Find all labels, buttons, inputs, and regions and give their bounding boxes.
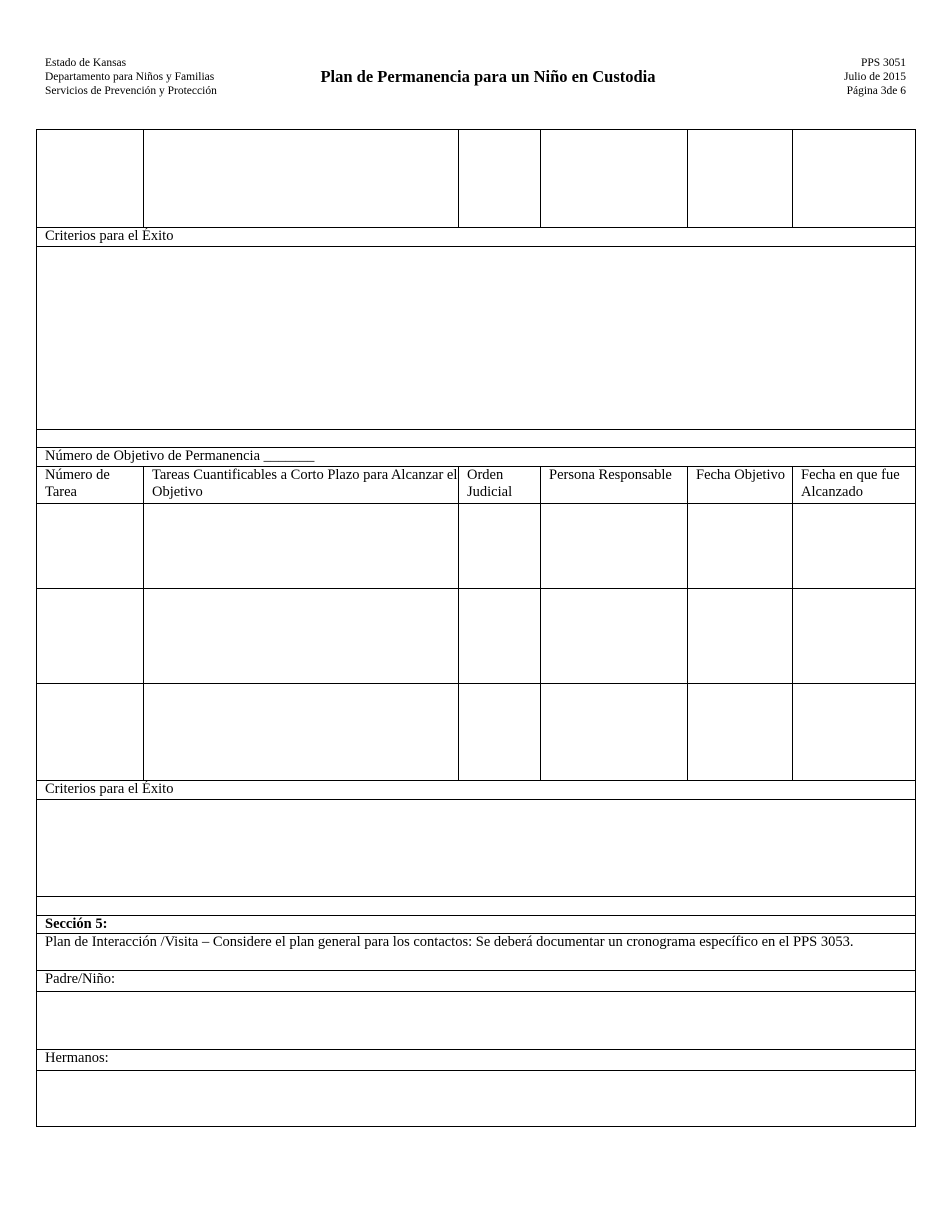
col-header-responsible: Persona Responsable — [541, 467, 688, 504]
col-header-achieved-date: Fecha en que fue Alcanzado — [793, 467, 916, 504]
task-description-cell[interactable] — [144, 684, 459, 781]
agency-info — [45, 56, 217, 98]
task-number-cell[interactable] — [37, 684, 144, 781]
success-criteria-label: Criterios para el Éxito — [37, 228, 916, 247]
form-code: PPS 3051 — [860, 57, 906, 69]
task-number-cell[interactable] — [37, 130, 144, 228]
parent-child-label: Padre/Niño: — [37, 971, 916, 992]
responsible-person-cell[interactable] — [541, 684, 688, 781]
siblings-label: Hermanos: — [37, 1050, 916, 1071]
responsible-person-cell[interactable] — [541, 504, 688, 589]
target-date-cell[interactable] — [688, 589, 793, 684]
court-order-cell[interactable] — [459, 504, 541, 589]
table-row — [37, 130, 916, 228]
siblings-field[interactable] — [37, 1071, 916, 1127]
col-header-target-date: Fecha Objetivo — [688, 467, 793, 504]
court-order-cell[interactable] — [459, 684, 541, 781]
success-criteria-label: Criterios para el Éxito — [37, 781, 916, 800]
objective-number-field[interactable]: _______ — [263, 448, 315, 464]
target-date-cell[interactable] — [688, 684, 793, 781]
permanency-plan-table — [36, 129, 916, 1127]
agency-services: Servicios de Prevención y Protección — [45, 85, 217, 97]
achieved-date-cell[interactable] — [793, 684, 916, 781]
success-criteria-field[interactable] — [37, 800, 916, 897]
task-description-cell[interactable] — [144, 504, 459, 589]
spacer-row — [37, 430, 916, 448]
table-row — [37, 589, 916, 684]
page-number: Página 3de 6 — [846, 85, 906, 97]
court-order-cell[interactable] — [459, 589, 541, 684]
agency-department: Departamento para Niños y Familias — [45, 71, 215, 83]
task-description-cell[interactable] — [144, 130, 459, 228]
task-number-cell[interactable] — [37, 504, 144, 589]
achieved-date-cell[interactable] — [793, 589, 916, 684]
spacer-row — [37, 897, 916, 916]
interaction-plan-text: Plan de Interacción /Visita – Considere el plan general para los contactos: Se deberá documentar un cronograma específico en el PPS 3053. — [37, 934, 916, 971]
achieved-date-cell[interactable] — [793, 504, 916, 589]
table-row — [37, 504, 916, 589]
success-criteria-field[interactable] — [37, 247, 916, 430]
responsible-person-cell[interactable] — [541, 130, 688, 228]
task-description-cell[interactable] — [144, 589, 459, 684]
task-number-cell[interactable] — [37, 589, 144, 684]
target-date-cell[interactable] — [688, 130, 793, 228]
achieved-date-cell[interactable] — [793, 130, 916, 228]
responsible-person-cell[interactable] — [541, 589, 688, 684]
col-header-court-order: Orden Judicial — [459, 467, 541, 504]
agency-state: Estado de Kansas — [45, 57, 127, 69]
column-header-row — [37, 467, 916, 504]
form-date: Julio de 2015 — [844, 71, 906, 83]
form-info — [844, 56, 906, 98]
court-order-cell[interactable] — [459, 130, 541, 228]
objective-number-row — [37, 448, 916, 467]
parent-child-field[interactable] — [37, 992, 916, 1050]
section-5-heading: Sección 5: — [37, 916, 916, 934]
document-title: Plan de Permanencia para un Niño en Custodia — [320, 67, 656, 86]
col-header-task-number: Número de Tarea — [37, 467, 144, 504]
col-header-tasks: Tareas Cuantificables a Corto Plazo para Alcanzar el Objetivo — [144, 467, 459, 504]
objective-number-label: Número de Objetivo de Permanencia — [45, 448, 261, 464]
target-date-cell[interactable] — [688, 504, 793, 589]
table-row — [37, 684, 916, 781]
